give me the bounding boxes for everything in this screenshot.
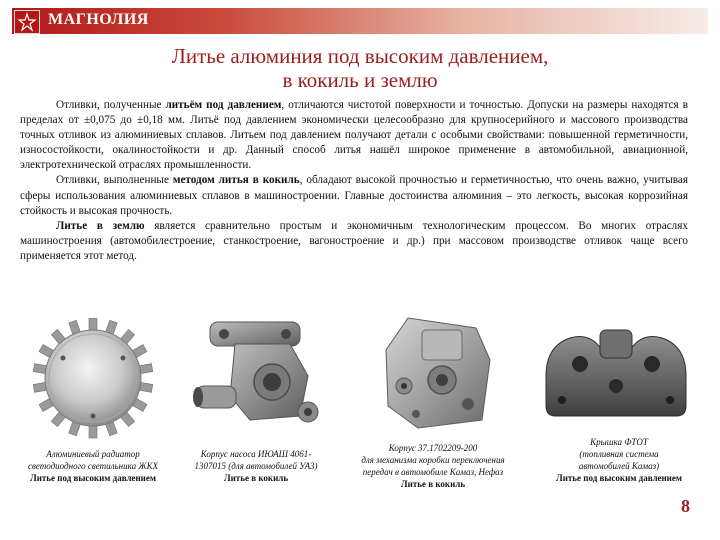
title-line-1: Литье алюминия под высоким давлением, (171, 44, 549, 68)
paragraph-die-casting (20, 98, 688, 173)
caption-gearbox-line-2: для механизма коробки переключения (361, 455, 505, 465)
paragraph-1-term: литьём под давлением (165, 99, 282, 111)
paragraph-3-term: Литье в землю (56, 219, 145, 232)
caption-gearbox-method: Литье в кокиль (400, 479, 466, 489)
gearbox-housing-image (378, 310, 496, 434)
paragraph-1-post: , отличаются чистотой поверхности и точностью. Допуски на размеры находятся в пределах от ±0,075 до ±0,18 мм. Литьё под давлением экономически целесообразно для крупносерийного и массового производства точных отливок из алюминиевых сплавов. Литьем под давлением получают детали с особыми свойствами: повышенной герметичности, износостойкости, окалиностойкости и др. Данный способ литья нашёл широкое применение в автомобильной, авиационной, электротехнической отраслях промышленности. (20, 99, 688, 172)
caption-filter-method: Литье под высоким давлением (555, 473, 682, 483)
filter-cover-image (540, 316, 692, 424)
caption-pump-line-2: 1307015 (для автомобилей УАЗ) (194, 461, 318, 471)
star-logo-icon (17, 12, 37, 32)
caption-radiator (8, 448, 178, 484)
paragraph-2-term: методом литья в кокиль (172, 174, 300, 187)
caption-filter-line-3: автомобилей Камаз) (578, 461, 660, 471)
paragraph-chill-casting (20, 173, 688, 218)
company-logo (14, 10, 40, 34)
caption-radiator-method: Литье под высоким давлением (29, 473, 156, 483)
caption-radiator-line-1: Алюминиевый радиатор (46, 449, 140, 459)
page-title (60, 44, 660, 92)
page-number: 8 (681, 496, 690, 516)
caption-pump-line-1: Корпус насоса ИЮАШ 4061- (200, 449, 312, 459)
caption-gearbox-line-1: Корпус 37.1702209-200 (388, 443, 478, 453)
caption-filter-line-1: Крышка ФТОТ (590, 437, 648, 447)
caption-gearbox-housing (338, 442, 528, 490)
paragraph-sand-casting (20, 219, 688, 264)
paragraph-2-pre: Отливки, выполненные (56, 174, 173, 187)
caption-radiator-line-2: светодиодного светильника ЖКХ (27, 461, 159, 471)
company-name: МАГНОЛИЯ (48, 11, 149, 28)
title-line-2: в кокиль и землю (282, 68, 438, 92)
caption-pump-method: Литье в кокиль (223, 473, 289, 483)
caption-filter-cover (530, 436, 708, 484)
paragraph-1-pre: Отливки, полученные (56, 99, 166, 111)
caption-filter-line-2: (топливная система (579, 449, 659, 459)
caption-gearbox-line-3: передач в автомобиле Камаз, Нефаз (362, 467, 504, 477)
body-text (20, 98, 688, 264)
pump-housing-image (190, 316, 340, 434)
paragraph-3-post: является сравнительно простым и экономичным технологическим процессом. Во многих отраслях машиностроения (автомобилестроение, станкостроение, вагоностроение и др.) при массовом производстве отливок чаще всего применяется этот метод. (20, 219, 689, 262)
caption-pump-housing (176, 448, 336, 484)
paragraph-2-post: , обладают высокой прочностью и герметичностью, что очень важно, учитывая сферы использования алюминиевых сплавов в машиностроении. Главные достоинства алюминия – это легкость, высокая коррозийная стойкость и высокая прочность. (20, 174, 688, 217)
aluminum-radiator-image (28, 318, 158, 440)
